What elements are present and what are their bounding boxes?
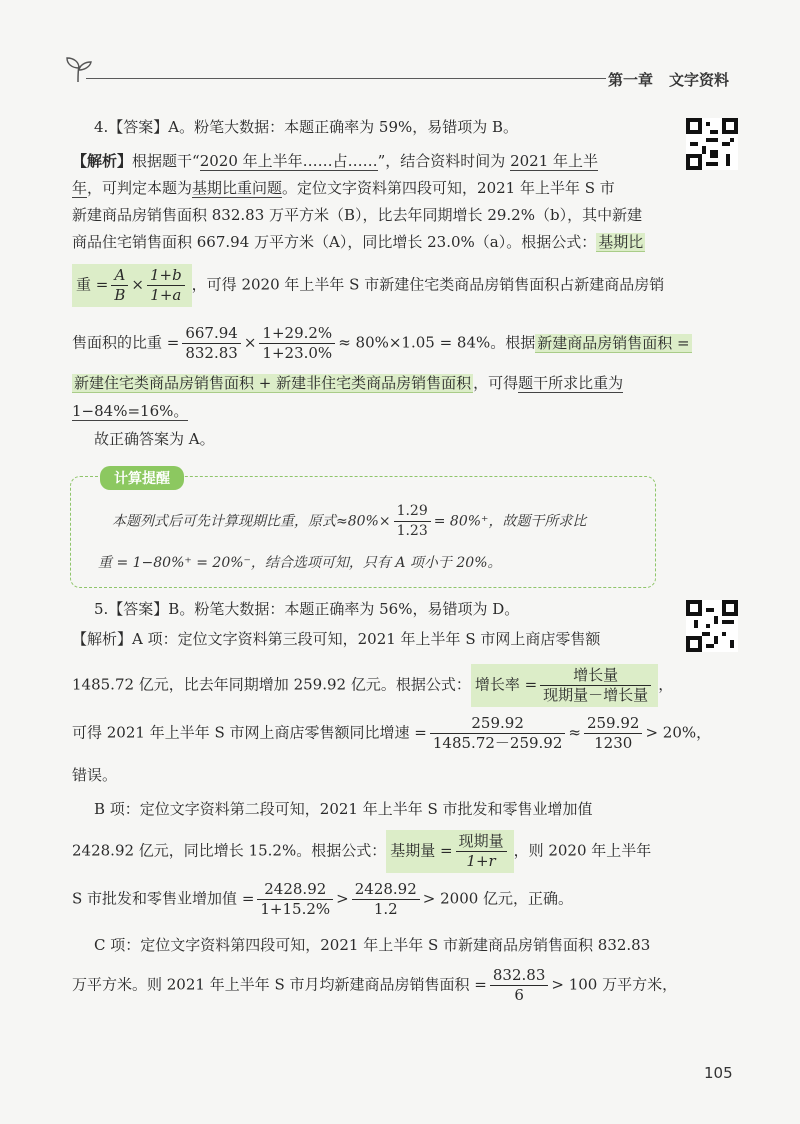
text: 商品住宅销售面积 667.94 万平方米（A），同比增长 23.0%（a）。根据公式： [72,233,597,251]
text: ，则 2020 年上半年 [513,841,652,860]
denominator: B [114,286,126,304]
numerator: 2428.92 [257,880,333,900]
numerator: 1.29 [394,502,431,522]
fraction [111,266,128,305]
calc-tip-line [112,502,586,541]
q5-answer: 5.【答案】B。粉笔大数据：本题正确率为 56%，易错项为 D。 [94,600,520,618]
underlined-text: 题干所求比重为 [518,374,624,392]
numerator: A [111,266,128,286]
q5-analysis-line: B 项：定位文字资料第二段可知，2021 年上半年 S 市批发和零售业增加值 [94,800,593,818]
fraction [430,714,566,753]
text: 根据题干“ [132,152,200,170]
denominator: 1.2 [373,900,398,918]
q5-analysis-line: 错误。 [72,766,118,784]
text: ，可判定本题为 [87,179,193,197]
text: 重 = [76,275,109,294]
q5-formula-line [72,966,677,1005]
numerator: 2428.92 [352,880,420,900]
q4-analysis-line [72,400,188,422]
text: = 80%⁺，故题干所求比 [433,513,587,530]
calc-tip-line: 重 = 1−80%⁺ = 20%⁻，结合选项可知，只有 A 项小于 20%。 [98,555,502,571]
numerator: 现期量 [456,832,507,852]
text: ≈ 80%×1.05 = 84%。根据 [338,333,536,352]
sprout-icon [64,54,94,84]
calc-tip-title: 计算提醒 [100,466,184,490]
text: 增长率 = [474,675,538,694]
q5-formula-line: 1485.72 亿元，比去年同期增加 259.92 亿元。根据公式： 增长率 = $\frac{\text{增长量}}{\text{现期量－增长量}}$ ， [72,664,673,707]
fraction [394,502,431,541]
header-rule [86,78,606,79]
numerator: 1+b [147,266,185,286]
numerator: 259.92 [430,714,566,734]
underlined-text: 2021 年上半 [510,152,599,170]
text: 2428.92 亿元，同比增长 15.2%。根据公式： [72,841,387,860]
fraction [456,832,507,871]
text: ，可得 2020 年上半年 S 市新建住宅类商品房销售面积占新建商品房销 [191,275,665,294]
text: 本题列式后可先计算现期比重，原式≈80%× [112,513,391,530]
denominator: 1.23 [396,523,428,539]
text: 1485.72 亿元，比去年同期增加 259.92 亿元。根据公式： [72,675,471,694]
q4-analysis-line [72,372,623,394]
text: > 2000 亿元，正确。 [422,889,574,908]
text: 可得 2021 年上半年 S 市网上商店零售额同比增速 = [72,723,427,742]
q4-formula-line: 售面积的比重 = $\frac{667.94}{832.83}$ × $\frac{1+29.2\%}{1+23.0\%}$ ≈ 80%×1.05 = 84%。根据 新建商品房销售面积 = [72,324,690,362]
q4-answer: 4.【答案】A。粉笔大数据：本题正确率为 59%，易错项为 B。 [94,118,519,136]
text: 。定位文字资料第四段可知，2021 年上半年 S 市 [282,179,615,197]
numerator: 832.83 [490,966,549,986]
qr-code-icon[interactable] [686,600,738,652]
q4-analysis-line [72,177,615,199]
underlined-text: 1−84%=16%。 [72,402,189,420]
q4-formula-line [72,264,664,307]
q5-formula-line: S 市批发和零售业增加值 = $\frac{2428.92}{1+15.2\%}$ > $\frac{2428.92}{1.2}$ > 2000 亿元，正确。 [72,880,574,918]
text: ”，结合资料时间为 [377,152,511,170]
denominator: 1230 [594,734,633,752]
denominator: 1+15.2% [260,900,331,918]
analysis-tag: 【解析】 [72,152,133,170]
chapter-heading [608,69,729,90]
text: 万平方米。则 2021 年上半年 S 市月均新建商品房销售面积 = [72,975,487,994]
page-number: 105 [704,1064,733,1082]
highlighted-formula [386,830,513,873]
q4-analysis-line: 新建商品房销售面积 832.83 万平方米（B），比去年同期增长 29.2%（b），其中新建 [72,206,643,224]
denominator: 832.83 [185,344,238,362]
underlined-text: 基期比重问题 [192,179,283,197]
numerator: 259.92 [584,714,643,734]
denominator: 1+23.0% [262,344,333,362]
highlighted-formula [471,664,658,707]
fraction [540,666,651,705]
highlighted-formula: 重 = $\frac{A}{B}$ × $\frac{1+b}{1+a}$ [72,264,192,307]
highlighted-formula: 新建商品房销售面积 = [537,333,690,352]
text: S 市批发和零售业增加值 = [72,889,255,908]
highlighted-formula: 基期比 [598,233,644,251]
denominator: 1+r [466,852,496,870]
q4-analysis-line [72,150,598,172]
q4-analysis-line [72,231,645,253]
numerator: 667.94 [182,324,241,344]
q4-conclusion: 故正确答案为 A。 [94,430,215,448]
text: > 20%， [645,723,712,742]
numerator: 1+29.2% [259,324,335,344]
fraction [259,324,335,363]
chapter-label: 第一章 [608,71,654,89]
denominator: 1+a [150,286,182,304]
fraction [257,880,333,919]
underlined-text: 年 [72,179,88,197]
text: 售面积的比重 = [72,333,180,352]
denominator: 1485.72－259.92 [432,734,563,752]
q5-formula-line: 可得 2021 年上半年 S 市网上商店零售额同比增速 = $\frac{259.92}{1485.72-259.92}$ ≈ $\frac{259.92}{1230}$ > 20%， [72,714,712,752]
highlighted-formula: 新建住宅类商品房销售面积 + 新建非住宅类商品房销售面积 [74,374,472,392]
q5-formula-line [72,830,651,873]
fraction [584,714,643,753]
qr-code-icon[interactable] [686,118,738,170]
fraction [147,266,185,305]
text: 基期量 = [390,841,453,860]
fraction [490,966,549,1005]
underlined-text: 2020 年上半年……占…… [199,152,378,170]
numerator: 增长量 [540,666,651,686]
q5-analysis-line: C 项：定位文字资料第四段可知，2021 年上半年 S 市新建商品房销售面积 832.83 [94,936,651,954]
fraction [352,880,420,919]
text: > 100 万平方米， [551,975,678,994]
text: ，可得 [473,374,519,392]
denominator: 6 [514,986,524,1004]
section-label: 文字资料 [669,71,730,89]
q5-analysis-line: 【解析】A 项：定位文字资料第三段可知，2021 年上半年 S 市网上商店零售额 [72,630,601,648]
denominator: 现期量－增长量 [543,686,649,704]
fraction [182,324,241,363]
